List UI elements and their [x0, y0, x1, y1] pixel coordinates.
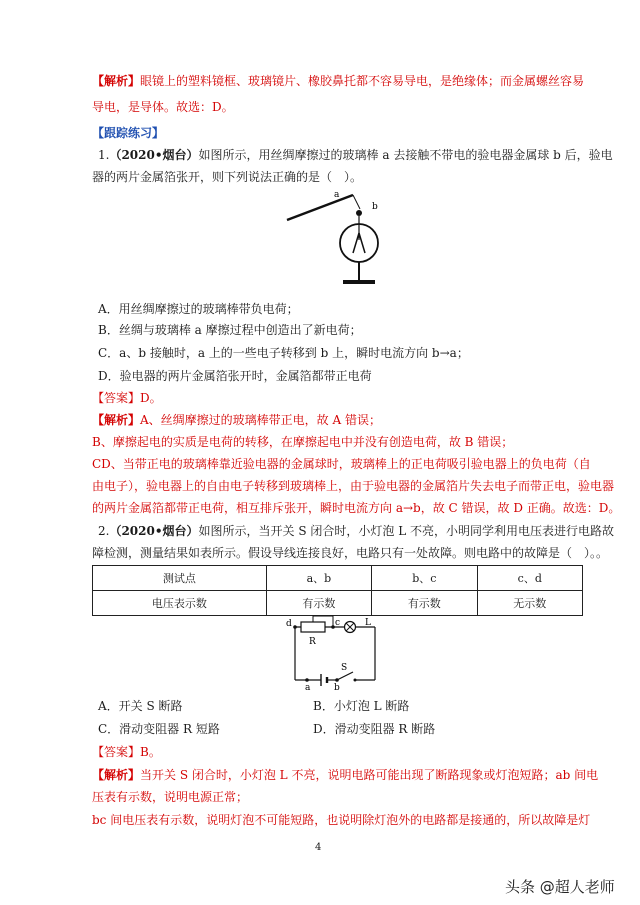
analysis-paragraph: [92, 74, 584, 88]
question-text: 障检测，测量结果如表所示。假设导线连接良好，电路只有一处故障。则电路中的故障是（ ）。。: [92, 546, 609, 560]
table-header-row: [93, 566, 583, 591]
analysis-text: 当开关 S 闭合时，小灯泡 L 不亮，说明电路可能出现了断路现象或灯泡短路；ab 间电: [140, 768, 599, 782]
watermark: 头条 @超人老师: [505, 878, 615, 896]
analysis-line: CD、当带正电的玻璃棒靠近验电器的金属球时，玻璃棒上的正电荷吸引验电器上的负电荷（自: [92, 457, 591, 471]
option-a: A．用丝绸摩擦过的玻璃棒带负电荷；: [98, 302, 299, 316]
electroscope-figure: [275, 185, 405, 295]
analysis-line: [92, 413, 381, 427]
rheostat: [301, 622, 325, 632]
switch-lever: [337, 672, 353, 680]
label-d: d: [286, 619, 292, 629]
analysis-text: A、丝绸摩擦过的玻璃棒带正电，故 A 错误；: [140, 413, 381, 427]
page-number: 4: [315, 842, 322, 853]
label-c: c: [335, 618, 341, 628]
analysis-text-line: 眼镜上的塑料镜框、玻璃镜片、橡胶鼻托都不容易导电，是绝缘体；而金属螺丝容易: [140, 74, 585, 88]
label-s: S: [341, 663, 348, 673]
table-header-cell: c、d: [477, 566, 582, 591]
figure-label-b: b: [372, 202, 378, 212]
table-cell: 无示数: [477, 591, 582, 616]
question-number: 1.: [98, 148, 110, 162]
rod-pointer: [353, 195, 360, 209]
table-header-cell: a、b: [266, 566, 371, 591]
label-l: L: [365, 618, 371, 628]
section-title: 【跟踪练习】: [92, 126, 165, 140]
answer-line: 【答案】B。: [92, 745, 161, 759]
question-2-stem: [98, 524, 614, 538]
question-1-stem: [98, 148, 613, 162]
question-text: 如图所示，用丝绸摩擦过的玻璃棒 a 去接触不带电的验电器金属球 b 后，验电: [198, 148, 613, 162]
analysis-line: 的两片金属箔都带正电荷，相互排斥张开，瞬时电流方向 a→b，故 C 错误，故 D 正确。故选：D。: [92, 501, 621, 515]
option-d: D．验电器的两片金属箔张开时，金属箔都带正电荷: [98, 369, 372, 383]
metal-foil-right: [359, 233, 365, 253]
analysis-tag: 【解析】: [92, 74, 141, 88]
label-b: b: [334, 683, 340, 690]
question-text: 如图所示，当开关 S 闭合时，小灯泡 L 不亮，小明同学利用电压表进行电路故: [198, 524, 614, 538]
option-a: A．开关 S 断路: [98, 699, 183, 713]
option-c: C．滑动变阻器 R 短路: [98, 722, 220, 736]
figure-label-a: a: [334, 190, 340, 200]
answer-line: 【答案】D。: [92, 391, 162, 405]
question-source: （2020•烟台）: [109, 524, 199, 538]
metal-ball: [356, 210, 362, 216]
circuit-diagram: [275, 612, 395, 690]
analysis-line: bc 间电压表有示数，说明灯泡不可能短路，也说明除灯泡外的电路都是接通的，所以故障是灯: [92, 813, 591, 827]
analysis-tag: 【解析】: [92, 768, 141, 782]
table-header-cell: 测试点: [93, 566, 267, 591]
table-cell: 电压表示数: [93, 591, 267, 616]
table-header-cell: b、c: [372, 566, 477, 591]
option-c: C．a、b 接触时，a 上的一些电子转移到 b 上，瞬时电流方向 b→a；: [98, 346, 469, 360]
analysis-text-line: 导电，是导体。故选：D。: [92, 100, 234, 114]
analysis-line: B、摩擦起电的实质是电荷的转移，在摩擦起电中并没有创造电荷，故 B 错误；: [92, 435, 514, 449]
analysis-line: [92, 768, 598, 782]
node-a: [305, 678, 309, 682]
option-b: B．小灯泡 L 断路: [313, 699, 410, 713]
analysis-tag: 【解析】: [92, 413, 141, 427]
label-r: R: [309, 637, 316, 647]
switch-contact: [354, 679, 357, 682]
option-b: B．丝绸与玻璃棒 a 摩擦过程中创造出了新电荷；: [98, 323, 362, 337]
analysis-line: 由电子），验电器上的自由电子转移到玻璃棒上，由于验电器的金属箔片失去电子而带正电，验电器: [92, 479, 615, 493]
table-cell: 有示数: [372, 591, 477, 616]
stand-base: [343, 280, 375, 284]
glass-rod: [287, 195, 353, 220]
question-number: 2.: [98, 524, 110, 538]
node-d: [293, 625, 297, 629]
measurement-table: [92, 565, 583, 616]
table-cell: 有示数: [266, 591, 371, 616]
question-source: （2020•烟台）: [109, 148, 199, 162]
option-d: D．滑动变阻器 R 断路: [313, 722, 436, 736]
metal-foil-left: [353, 233, 359, 253]
label-a: a: [305, 683, 311, 690]
analysis-line: 压表有示数，说明电源正常；: [92, 790, 249, 804]
question-text: 器的两片金属箔张开，则下列说法正确的是（ ）。: [92, 170, 363, 184]
